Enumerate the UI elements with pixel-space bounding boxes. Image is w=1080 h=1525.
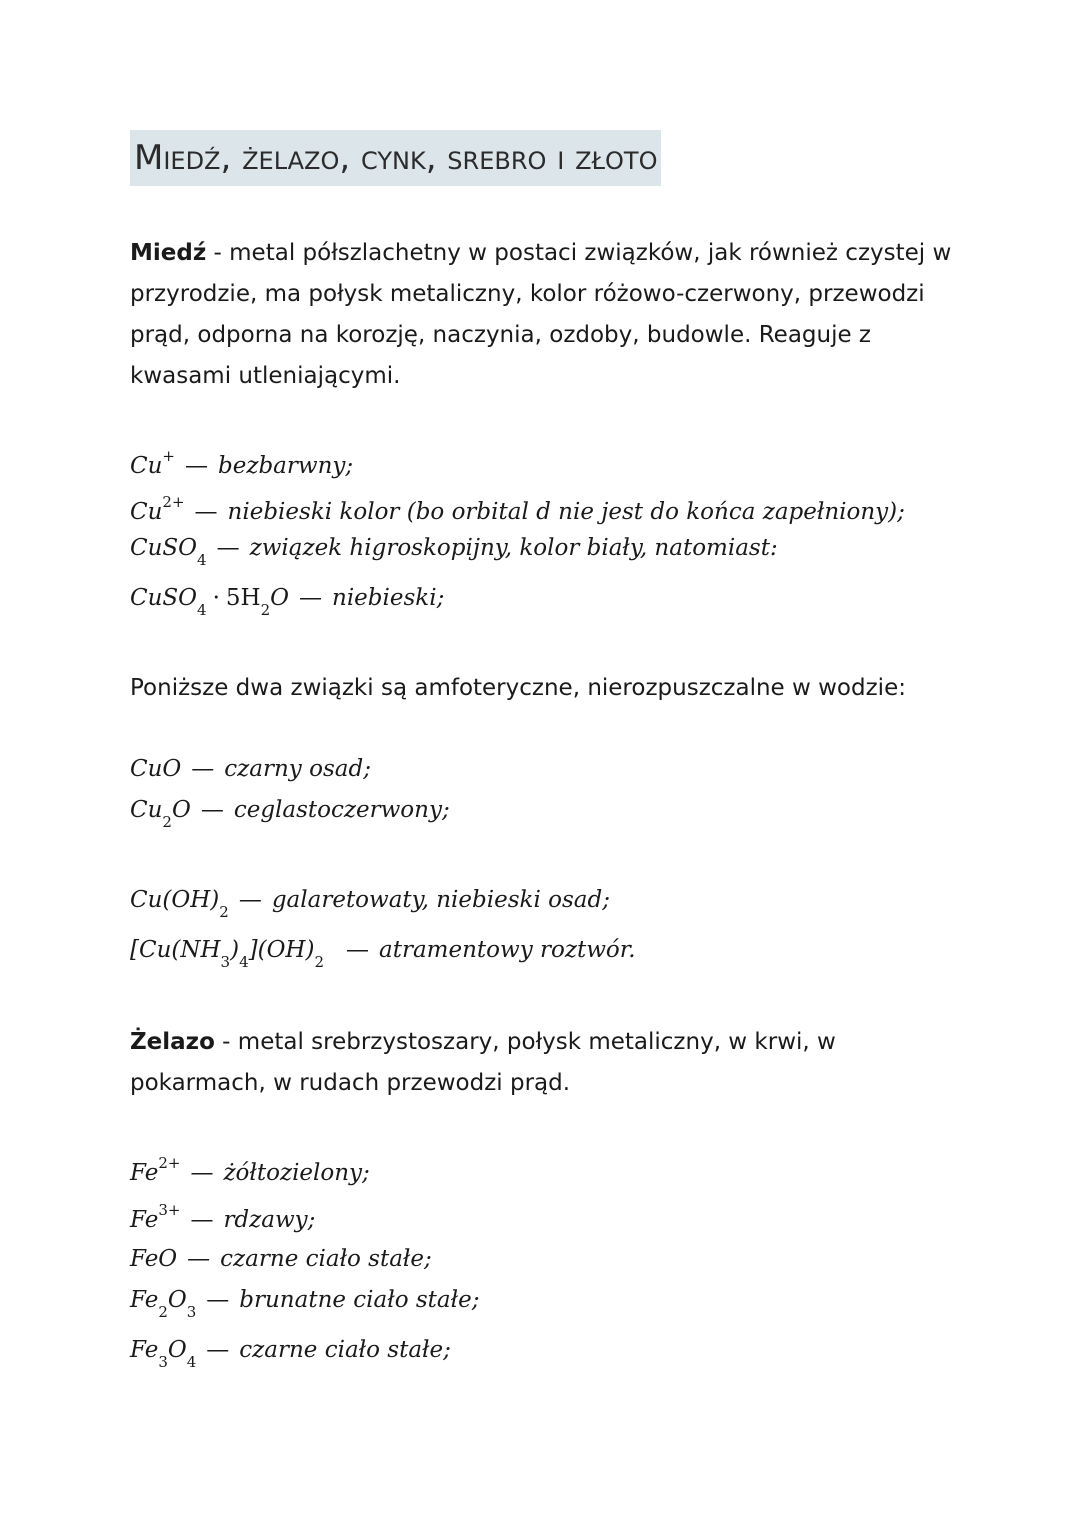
formula-fe2o3: $Fe_2O_3$ — brunatne ciało stałe; bbox=[130, 1287, 480, 1321]
iron-description: - metal srebrzystoszary, połysk metaliczny, w krwi, w pokarmach, w rudach przewodzi prąd. bbox=[130, 1029, 836, 1096]
page-title: Miedź, żelazo, cynk, srebro i złoto bbox=[130, 130, 661, 186]
formula-fe-3plus: $Fe^{3+}$ — rdzawy; bbox=[130, 1201, 316, 1233]
formula-cu-2plus: $Cu^{2+}$ — niebieski kolor (bo orbital d nie jest do końca zapełniony); bbox=[130, 493, 905, 525]
formula-cuso4-hydrate: CuSO$_4$ · $5H_2O$ — niebieski; bbox=[130, 585, 445, 619]
copper-term: Miedź bbox=[130, 240, 207, 266]
formula-fe3o4: $Fe_3O_4$ — czarne ciało stałe; bbox=[130, 1337, 451, 1371]
copper-paragraph bbox=[130, 233, 960, 397]
copper-description: - metal półszlachetny w postaci związków, jak również czystej w przyrodzie, ma połysk metaliczny, kolor różowo-czerwony, przewodzi prąd, odporna na korozję, naczynia, ozdoby, budowle. Reaguje z kwasami utleniającymi. bbox=[130, 240, 952, 389]
iron-term: Żelazo bbox=[130, 1029, 215, 1055]
formula-cuso4: CuSO$_4$ — związek higroskopijny, kolor biały, natomiast: bbox=[130, 535, 778, 569]
formula-feo: FeO — czarne ciało stałe; bbox=[130, 1246, 432, 1272]
formula-cuoh2: $Cu(OH)_2$ — galaretowaty, niebieski osad; bbox=[130, 887, 610, 921]
amphoteric-intro: Poniższe dwa związki są amfoteryczne, nierozpuszczalne w wodzie: bbox=[130, 675, 906, 701]
formula-tetraammine: $[Cu(NH_3)_4](OH)_2$ — atramentowy roztwór. bbox=[130, 937, 636, 971]
formula-cu2o: $Cu_2O$ — ceglastoczerwony; bbox=[130, 797, 450, 831]
formula-cu-plus: Cu+ — bezbarwny; bbox=[130, 447, 354, 479]
formula-cuo: CuO — czarny osad; bbox=[130, 756, 371, 782]
formula-fe-2plus: $Fe^{2+}$ — żółtozielony; bbox=[130, 1154, 370, 1186]
iron-paragraph bbox=[130, 1022, 960, 1104]
